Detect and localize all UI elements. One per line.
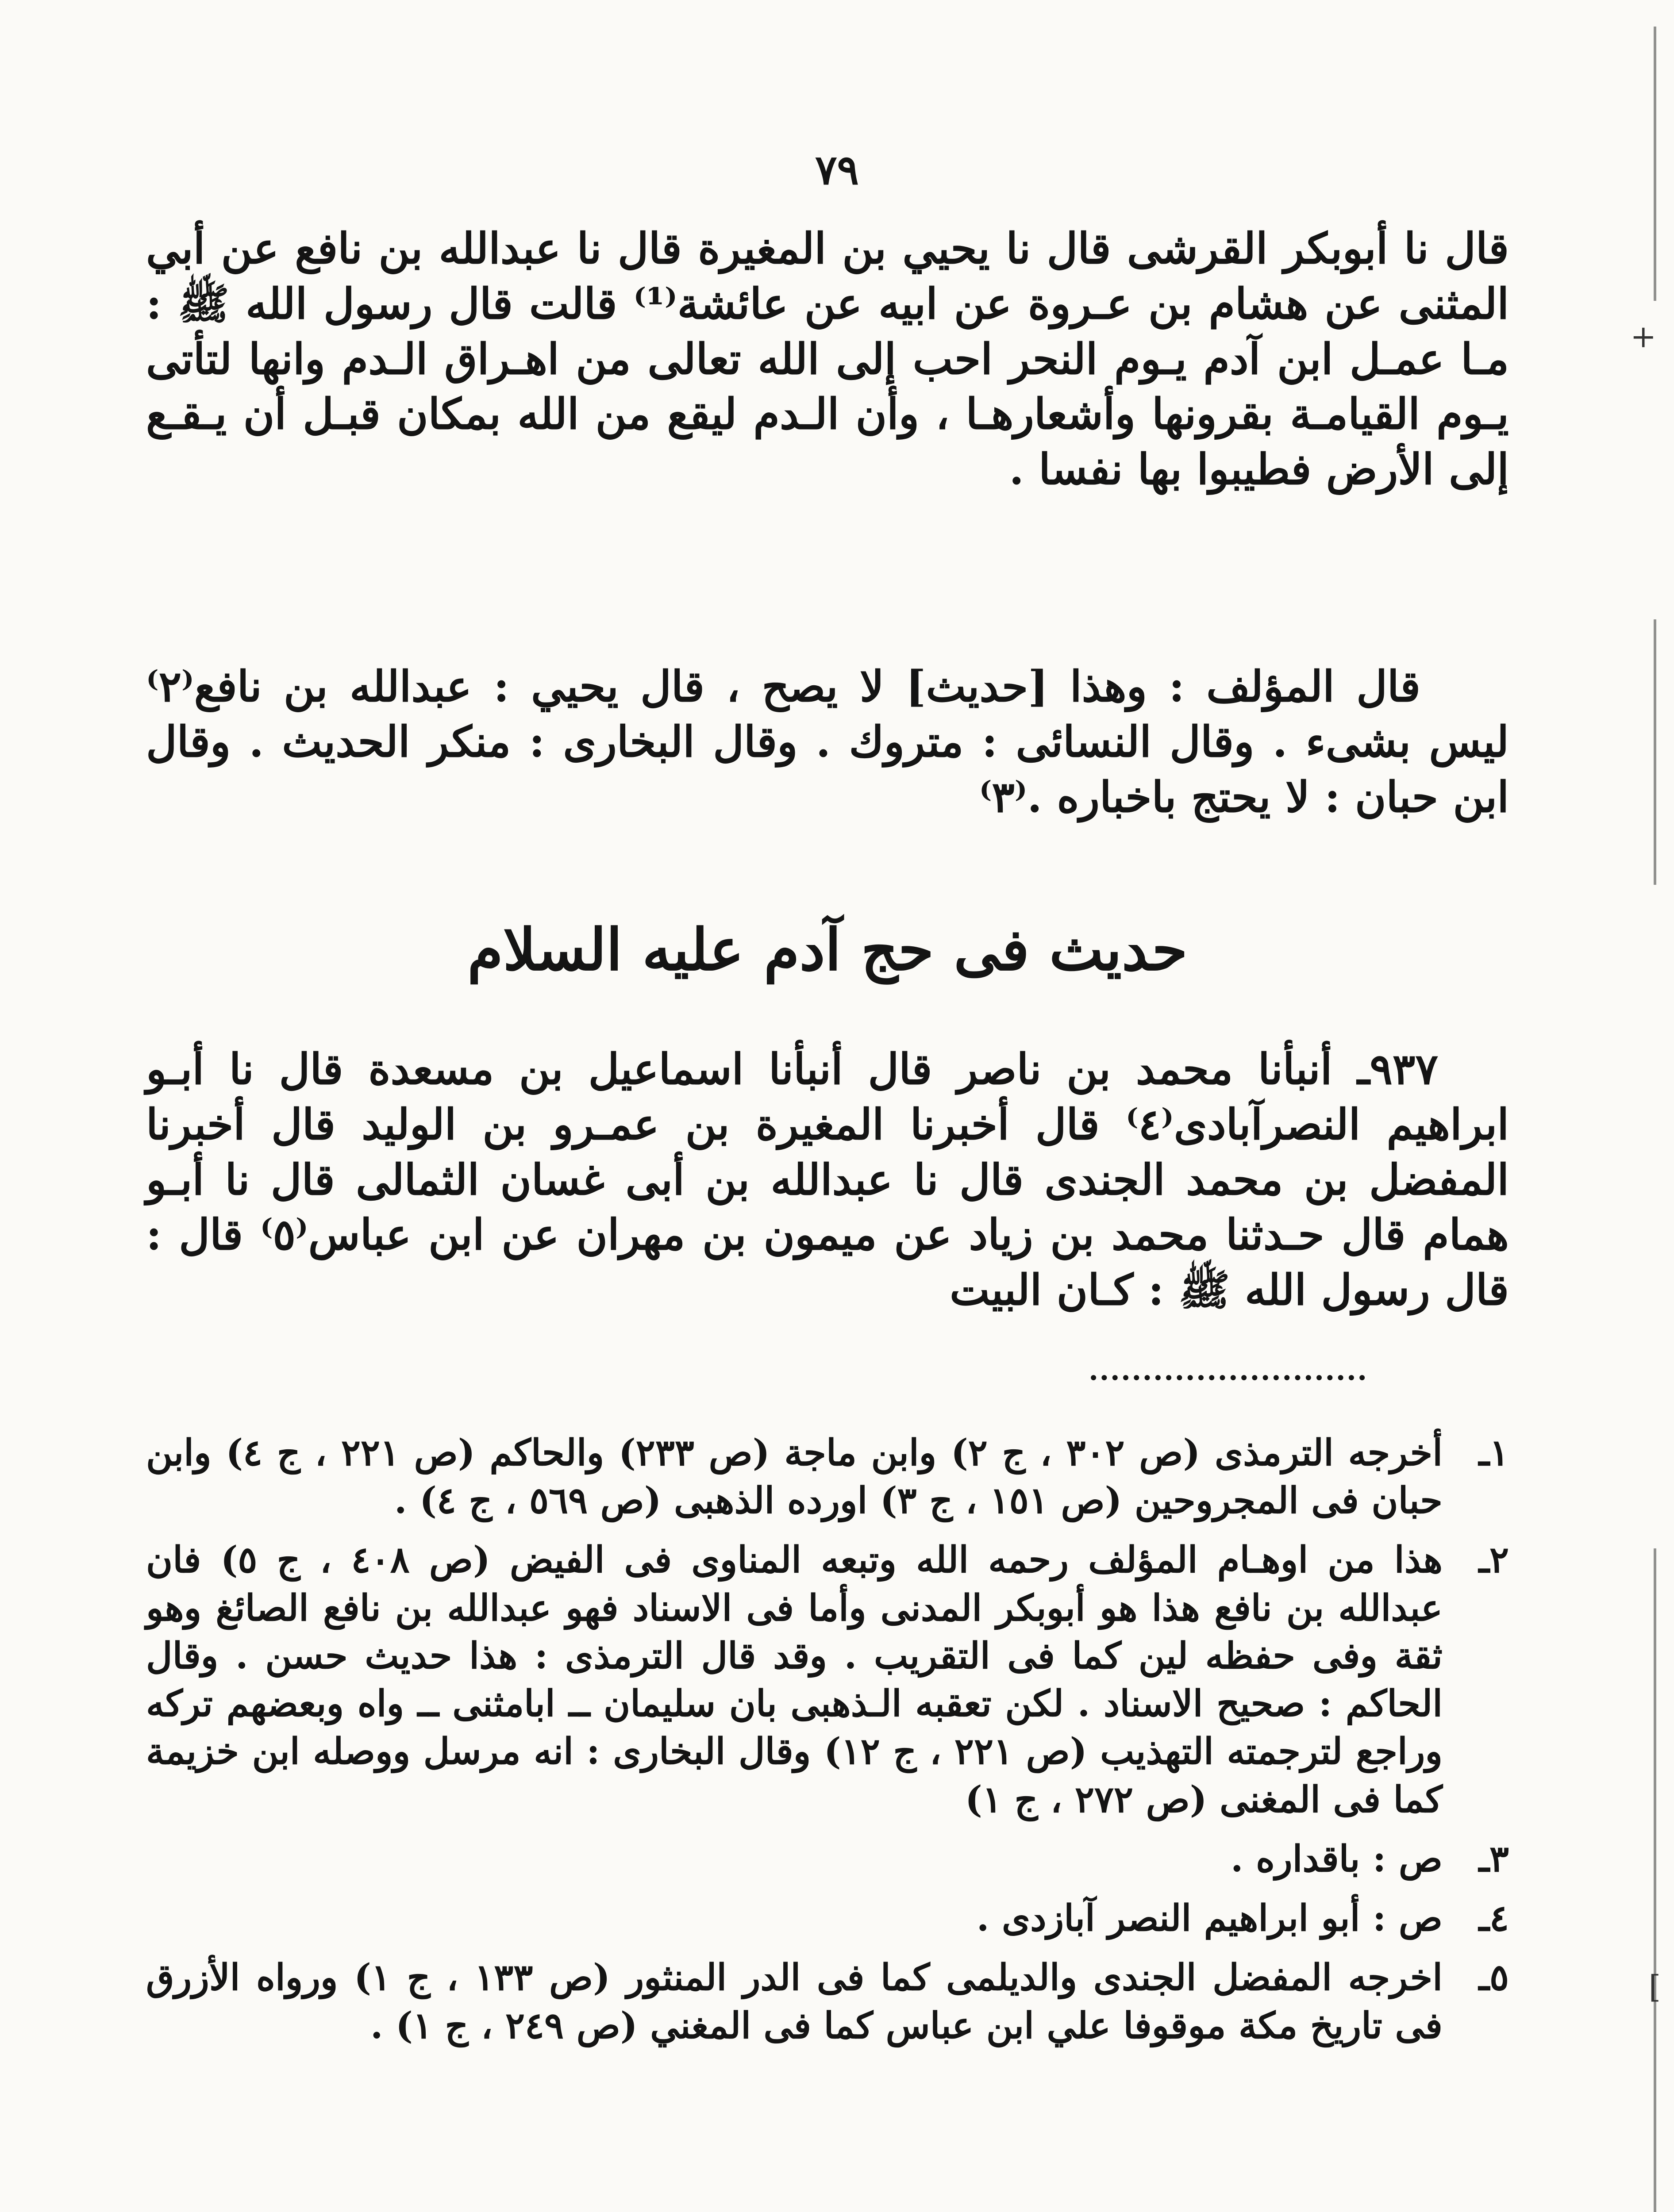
footnote-text: هذا من اوهـام المؤلف رحمه الله وتبعه المناوى فى الفيض (ص ٤٠٨ ، ج ٥) فان عبدالله بن نافع هذا هو أبوبكر المدنى وأما فى الاسناد فهو عبدالله بن نافع الصائغ وهو ثقة وفى حفظه لين كما فى التقريب . وقد قال الترمذى : هذا حديث حسن . وقال الحاكم : صحيح الاسناد . لكن تعقبه الـذهبى بان سليمان ــ ابامثنى ــ واه وبعضهم تركه وراجع لترجمته التهذيب (ص ٢٢١ ، ج ١٢) وقال البخارى : انه مرسل ووصله ابن خزيمة كما فى المغنى (ص ٢٧٢ ، ج ١)	[146, 1539, 1443, 1821]
footnote-text: اخرجه المفضل الجندى والديلمى كما فى الدر المنثور (ص ١٣٣ ، ج ١) ورواه الأزرق فى تاريخ مكة موقوفا علي ابن عباس كما فى المغني (ص ٢٤٩ ، ج ١) .	[146, 1956, 1443, 2047]
binding-edge-line	[1654, 27, 1656, 301]
crop-plus-mark: +	[1630, 319, 1656, 355]
footnotes-section	[146, 1429, 1509, 2061]
section-heading: حديث فى حج آدم عليه السلام	[467, 916, 1188, 983]
footnote-4	[146, 1894, 1509, 1942]
footnote-3	[146, 1835, 1509, 1883]
footnote-text: ص : أبو ابراهيم النصر آبازدى .	[976, 1897, 1443, 1940]
binding-edge-line	[1654, 619, 1656, 885]
footnote-5	[146, 1954, 1509, 2049]
binding-edge-line	[1654, 1548, 1656, 2212]
footnote-number: ٢ـ	[1478, 1539, 1509, 1582]
footnote-text: أخرجه الترمذى (ص ٣٠٢ ، ج ٢) وابن ماجة (ص ٢٣٣) والحاكم (ص ٢٢١ ، ج ٤) وابن حبان فى المجروحين (ص ١٥١ ، ج ٣) اورده الذهبى (ص ٥٦٩ ، ج ٤) .	[146, 1432, 1443, 1522]
footnote-number: ٤ـ	[1478, 1897, 1509, 1940]
continuation-dots: ..........................	[1089, 1354, 1368, 1387]
author-commentary-paragraph: قال المؤلف : وهذا [حديث] لا يصح ، قال يحيي : عبدالله بن نافع⁽٢⁾ ليس بشىء . وقال النسائى : متروك . وقال البخارى : منكر الحديث . وقال ابن حبان : لا يحتج باخباره .⁽٣⁾	[146, 661, 1509, 822]
hadith-937-paragraph: ٩٣٧ـ أنبأنا محمد بن ناصر قال أنبأنا اسماعيل بن مسعدة قال نا أبـو ابراهيم النصرآبادى⁽٤⁾ قال أخبرنا المغيرة بن عمـرو بن الوليد قال أخبرنا المفضل بن محمد الجندى قال نا عبدالله بن أبى غسان الثمالى قال نا أبـو همام قال حـدثنا محمد بن زياد عن ميمون بن مهران عن ابن عباس⁽٥⁾ قال : قال رسول الله ﷺ : كـان البيت	[146, 1044, 1509, 1315]
footnote-number: ٣ـ	[1478, 1837, 1509, 1880]
hadith-paragraph-1: قال نا أبوبكر القرشى قال نا يحيي بن المغيرة قال نا عبدالله بن نافع عن أبي المثنى عن هشام بن عـروة عن ابيه عن عائشة⁽¹⁾ قالت قال رسول الله ﷺ : مـا عمـل ابن آدم يـوم النحر احب إلى الله تعالى من اهـراق الـدم وانها لتأتى يـوم القيامـة بقرونها وأشعارهـا ، وأن الـدم ليقع من الله بمكان قبـل أن يـقـع إلى الأرض فطيبوا بها نفسا .	[146, 223, 1509, 495]
binding-bracket-mark: [	[1648, 1969, 1661, 2005]
page-number: ٧٩	[815, 146, 859, 194]
footnote-number: ٥ـ	[1478, 1956, 1509, 1999]
footnote-1	[146, 1429, 1509, 1525]
footnote-2	[146, 1536, 1509, 1823]
footnote-text: ص : باقداره .	[1231, 1837, 1443, 1880]
footnote-number: ١ـ	[1478, 1432, 1509, 1474]
